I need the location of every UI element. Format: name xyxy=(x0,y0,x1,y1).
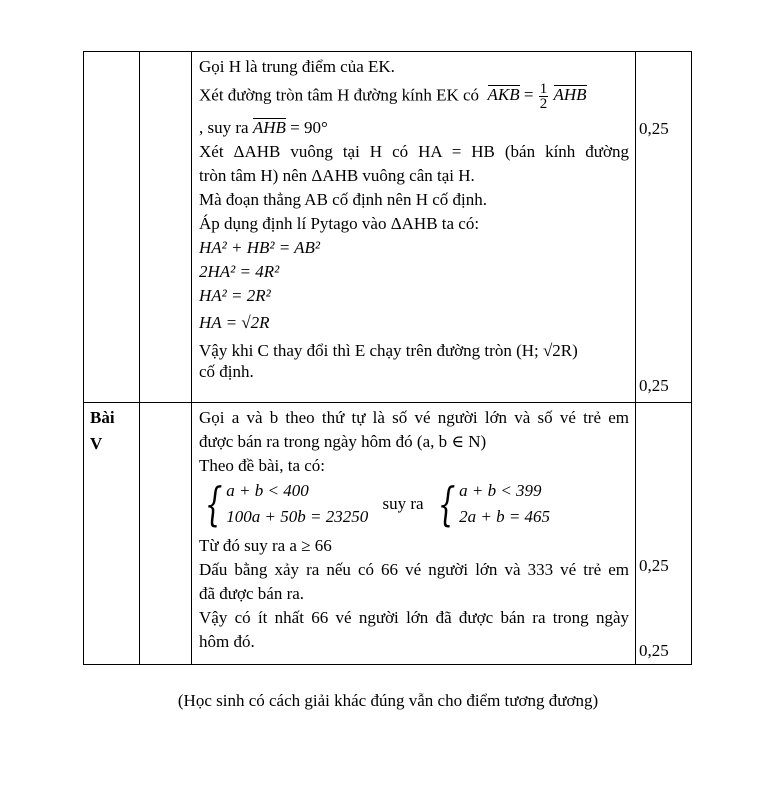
score-cell xyxy=(636,52,692,403)
conclusion-line: Vậy khi C thay đổi thì E chạy trên đường tròn (H; √2R) xyxy=(199,341,578,360)
solution-line: Gọi a và b theo thứ tự là số vé người lớn và số vé trẻ em xyxy=(199,408,629,427)
solution-line: Áp dụng định lí Pytago vào ΔAHB ta có: xyxy=(199,214,480,233)
solution-line: Vậy có ít nhất 66 vé người lớn đã được bán ra trong ngày xyxy=(199,608,629,627)
solution-line: Dấu bằng xảy ra nếu có 66 vé người lớn và 333 vé trẻ em xyxy=(199,560,629,579)
conclusion-line: cố định. xyxy=(199,362,254,381)
solution-line: Mà đoạn thẳng AB cố định nên H cố định. xyxy=(199,190,488,209)
arc-relation-line: Xét đường tròn tâm H đường kính EK có AKB = $\frac{1}{2}$ AHB xyxy=(199,81,587,112)
solution-line: Gọi H là trung điểm của EK. xyxy=(199,57,395,76)
fraction: $\frac{1}{2}$ xyxy=(539,81,548,112)
part-cell xyxy=(84,403,140,665)
footnote: (Học sinh có cách giải khác đúng vẫn cho điểm tương đương) xyxy=(177,691,599,710)
equation-system-line: { a + b < 400 100a + 50b = 23250 suy ra { a + b < 399 2a + b = 465 xyxy=(199,478,629,534)
sub-part-cell xyxy=(140,403,192,665)
solution-cell xyxy=(192,52,636,403)
equation-system: { a + b < 399 2a + b = 465 xyxy=(437,477,551,531)
table-row xyxy=(84,52,692,403)
sub-part-cell xyxy=(140,52,192,403)
table-row xyxy=(84,403,692,665)
solution-line: tròn tâm H) nên ΔAHB vuông cân tại H. xyxy=(199,166,475,185)
equation-line: HA = √2R xyxy=(199,313,270,332)
equation-line: 2HA² = 4R² xyxy=(199,262,280,281)
part-label: Bài xyxy=(90,408,115,427)
part-cell xyxy=(84,52,140,403)
equation-system: { a + b < 400 100a + 50b = 23250 xyxy=(204,477,369,531)
solution-line: được bán ra trong ngày hôm đó (a, b ∈ N) xyxy=(199,432,487,451)
arc-relation: AKB = $\frac{1}{2}$ AHB xyxy=(487,81,587,112)
score-cell xyxy=(636,403,692,665)
score-value: 0,25 xyxy=(639,119,669,138)
solution-line: Từ đó suy ra a ≥ 66 xyxy=(199,536,332,555)
solution-line: Theo đề bài, ta có: xyxy=(199,456,326,475)
solution-line: Xét ΔAHB vuông tại H có HA = HB (bán kính đường xyxy=(199,142,629,161)
angle-result-line: , suy ra AHB = 90° xyxy=(199,118,328,137)
score-value: 0,25 xyxy=(639,376,669,395)
solution-line: hôm đó. xyxy=(199,632,255,651)
brace-icon: { xyxy=(437,477,456,531)
equation-line: HA² + HB² = AB² xyxy=(199,238,321,257)
solution-cell xyxy=(192,403,636,665)
equation-line: HA² = 2R² xyxy=(199,286,271,305)
solution-table xyxy=(83,51,692,665)
part-number: V xyxy=(90,434,103,453)
solution-line: đã được bán ra. xyxy=(199,584,305,603)
brace-icon: { xyxy=(204,477,223,531)
score-value: 0,25 xyxy=(639,556,669,575)
score-value: 0,25 xyxy=(639,641,669,660)
